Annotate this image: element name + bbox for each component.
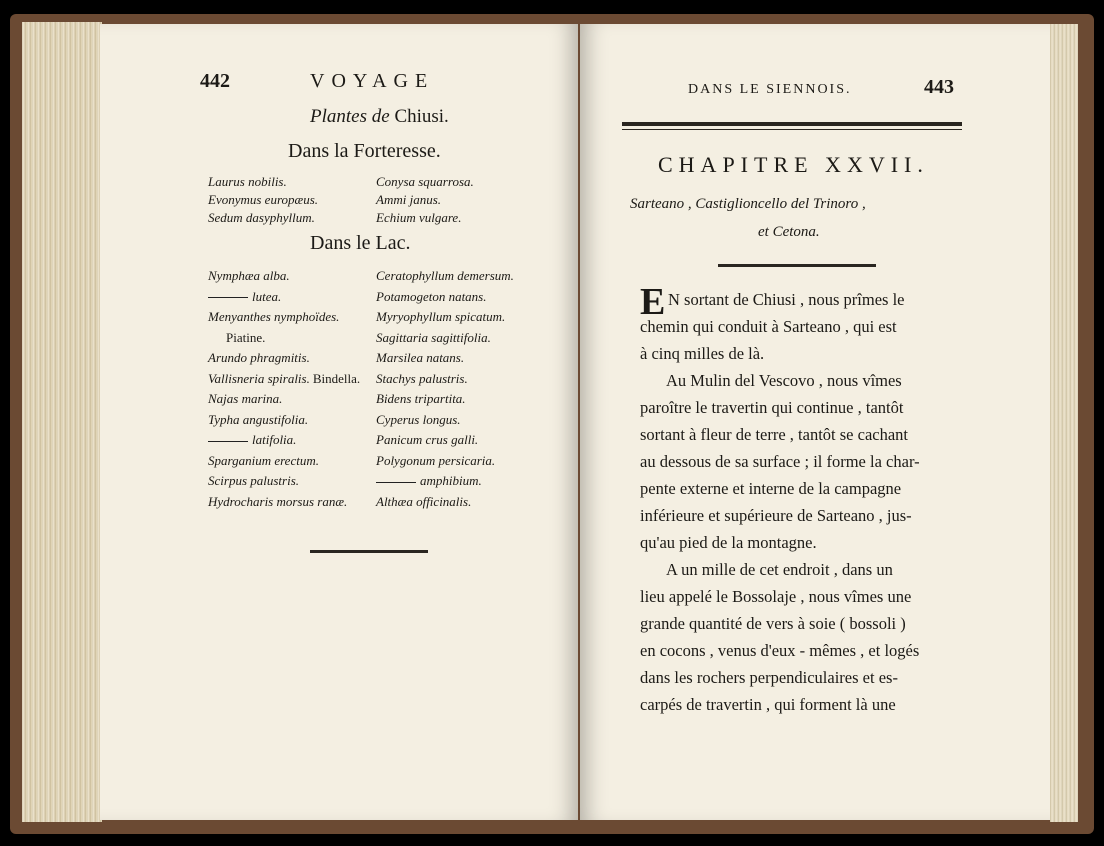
plant-entry xyxy=(208,412,360,433)
ditto-dash xyxy=(208,441,248,442)
plant-name: Althæa officinalis. xyxy=(376,493,472,509)
subheading-lac: Dans le Lac. xyxy=(310,232,411,254)
plant-name: Sparganium erectum. xyxy=(208,452,319,468)
body-line: lieu appelé le Bossolaje , nous vîmes une xyxy=(640,587,912,606)
plant-name: Panicum crus galli. xyxy=(376,432,479,447)
lac-column-1 xyxy=(208,268,360,514)
body-line: A un mille de cet endroit , dans un xyxy=(666,560,893,579)
plant-name: Typha angustifolia. xyxy=(208,411,309,427)
end-rule xyxy=(310,550,428,553)
chapter-subtitle-1: Sarteano , Castiglioncello del Trinoro , xyxy=(630,196,866,212)
plant-entry xyxy=(376,309,514,330)
lac-column-2 xyxy=(376,268,514,514)
right-page xyxy=(580,24,1050,820)
body-line: dans les rochers perpendiculaires et es- xyxy=(640,668,898,687)
plant-name: Arundo phragmitis. xyxy=(208,350,310,365)
plant-entry xyxy=(208,309,360,330)
ditto-dash xyxy=(208,297,248,298)
plant-name: Cyperus longus. xyxy=(376,411,461,427)
plant-entry xyxy=(376,432,514,453)
body-line: N sortant de Chiusi , nous prîmes le xyxy=(668,290,905,309)
plant-name: latifolia. xyxy=(252,432,297,447)
plant-name: Scirpus palustris. xyxy=(208,473,300,488)
plant-name: Myryophyllum spicatum. xyxy=(376,309,506,324)
body-line: grande quantité de vers à soie ( bossoli ) xyxy=(640,614,906,633)
page-edges-right xyxy=(1050,24,1078,822)
left-page xyxy=(100,24,578,820)
plant-entry xyxy=(376,350,514,371)
body-line: au dessous de sa surface ; il forme la char- xyxy=(640,452,920,471)
plant-entry xyxy=(208,494,360,515)
section-title-place: Chiusi. xyxy=(394,106,449,127)
plant-name: Marsilea natans. xyxy=(376,350,465,365)
plant-entry xyxy=(376,473,514,494)
plant-name: Conysa squarrosa. xyxy=(376,174,474,189)
plant-name: Menyanthes nymphoïdes. xyxy=(208,309,340,324)
plant-name: Ceratophyllum demersum. xyxy=(376,268,514,283)
plant-name: lutea. xyxy=(252,288,282,304)
body-line: pente externe et interne de la campagne xyxy=(640,479,902,498)
plant-entry xyxy=(376,268,514,289)
chapter-rule-thin xyxy=(622,129,962,130)
chapter-subtitle-2: et Cetona. xyxy=(758,224,820,240)
plant-name: Ammi janus. xyxy=(376,192,441,207)
plant-name: Hydrocharis morsus ranæ. xyxy=(208,493,348,509)
plant-entry xyxy=(208,289,360,310)
plant-name: Echium vulgare. xyxy=(376,210,462,225)
forteresse-column-2 xyxy=(376,174,474,228)
subheading-forteresse: Dans la Forteresse. xyxy=(288,140,441,162)
plant-entry xyxy=(208,350,360,371)
plant-name: Nymphæa alba. xyxy=(208,268,290,283)
chapter-title: CHAPITRE XXVII. xyxy=(658,152,929,177)
plant-entry xyxy=(208,432,360,453)
plant-entry xyxy=(208,268,360,289)
plant-entry xyxy=(208,391,360,412)
body-line: en cocons , venus d'eux - mêmes , et logés xyxy=(640,641,920,660)
right-running-head: DANS LE SIENNOIS. xyxy=(688,82,852,97)
plant-name: Laurus nobilis. xyxy=(208,174,287,189)
body-line: inférieure et supérieure de Sarteano , jus- xyxy=(640,506,912,525)
plant-entry xyxy=(208,473,360,494)
plant-entry xyxy=(376,412,514,433)
section-title xyxy=(310,106,449,128)
left-page-number: 442 xyxy=(200,70,230,92)
page-edges-left xyxy=(22,22,102,822)
plant-name: Polygonum persicaria. xyxy=(376,452,496,468)
plant-entry xyxy=(208,453,360,474)
plant-entry xyxy=(376,289,514,310)
body-line: à cinq milles de là. xyxy=(640,344,765,363)
plant-name: Piatine. xyxy=(226,329,266,345)
plant-name: Potamogeton natans. xyxy=(376,288,487,304)
forteresse-column-1 xyxy=(208,174,318,228)
ditto-dash xyxy=(376,482,416,483)
chapter-body xyxy=(640,286,920,718)
plant-name: Najas marina. xyxy=(208,391,283,406)
plant-name: Sagittaria sagittifolia. xyxy=(376,329,491,345)
plant-entry xyxy=(208,330,360,351)
left-running-head: VOYAGE xyxy=(310,70,435,92)
body-line: paroître le travertin qui continue , tantôt xyxy=(640,398,904,417)
plant-entry xyxy=(376,371,514,392)
plant-entry xyxy=(376,330,514,351)
plant-entry xyxy=(376,453,514,474)
drop-cap: E xyxy=(640,281,666,323)
plant-name: Bidens tripartita. xyxy=(376,391,466,406)
subtitle-rule xyxy=(718,264,876,267)
common-name: Bindella. xyxy=(312,370,361,386)
body-line: chemin qui conduit à Sarteano , qui est xyxy=(640,317,897,336)
plant-entry xyxy=(208,371,360,392)
plant-entry xyxy=(376,494,514,515)
plant-name: Stachys palustris. xyxy=(376,370,468,386)
plant-name: Evonymus europæus. xyxy=(208,192,319,207)
body-line: qu'au pied de la montagne. xyxy=(640,533,817,552)
plant-entry xyxy=(376,391,514,412)
chapter-rule-top xyxy=(622,122,962,126)
section-title-italic: Plantes de xyxy=(310,106,390,127)
plant-name: Vallisneria spiralis. xyxy=(208,370,310,386)
body-line: carpés de travertin , qui forment là une xyxy=(640,695,896,714)
body-line: sortant à fleur de terre , tantôt se cachant xyxy=(640,425,908,444)
right-page-number: 443 xyxy=(924,76,954,98)
plant-name: Sedum dasyphyllum. xyxy=(208,210,315,225)
plant-name: amphibium. xyxy=(420,473,482,488)
body-line: Au Mulin del Vescovo , nous vîmes xyxy=(666,371,902,390)
